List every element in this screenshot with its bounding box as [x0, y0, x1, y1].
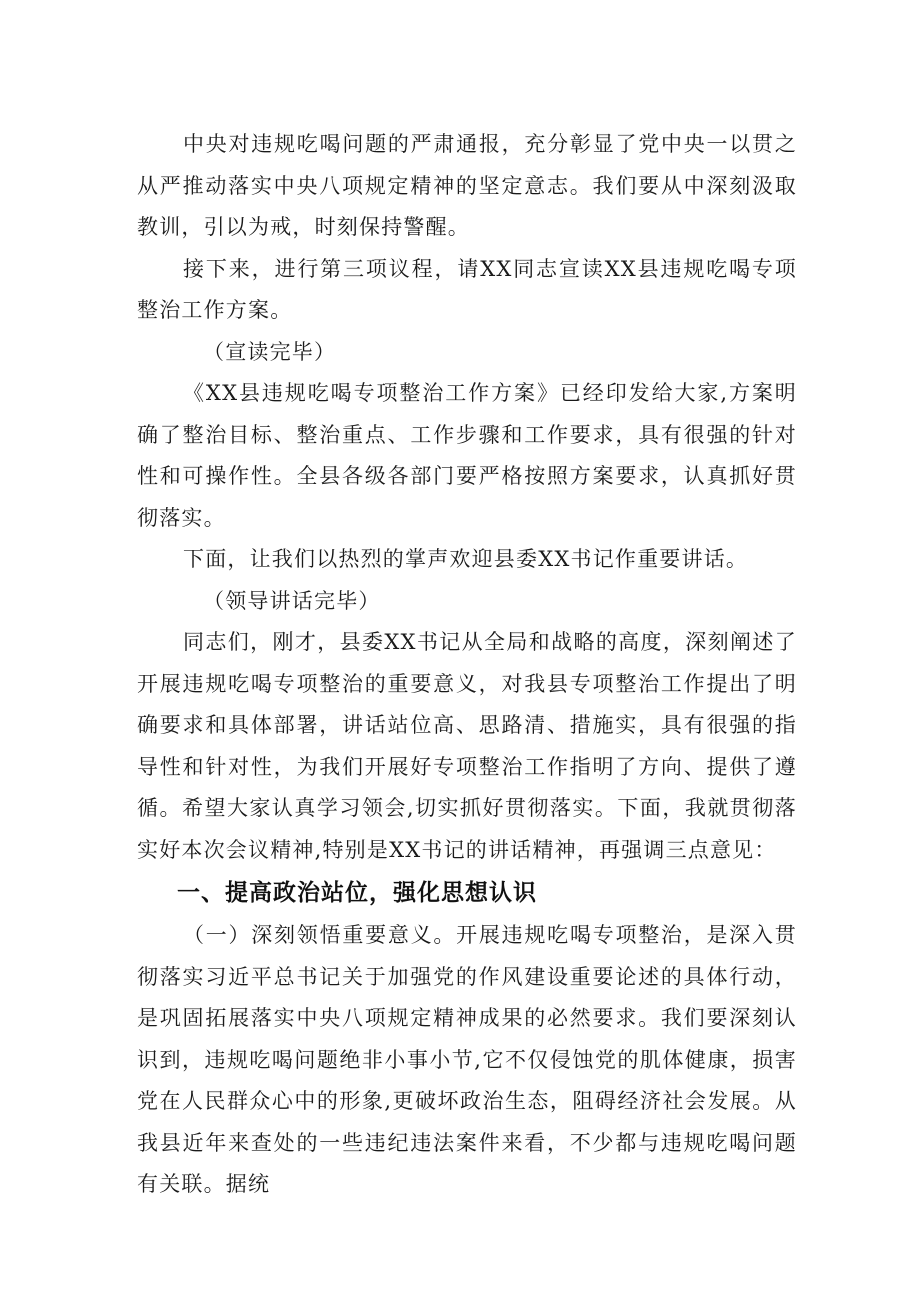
- paragraph-summary: 同志们，刚才，县委XX书记从全局和战略的高度，深刻阐述了开展违规吃喝专项整治的重要意义，对我县专项整治工作提出了明确要求和具体部署，讲话站位高、思路清、措施实，具有很强的指导性和针对性，为我们开展好专项整治工作指明了方向、提供了遵循。希望大家认真学习领会,切实抓好贯彻落实。下面，我就贯彻落实好本次会议精神,特别是XX书记的讲话精神，再强调三点意见：: [137, 630, 797, 862]
- paragraph-plan: 《XX县违规吃喝专项整治工作方案》已经印发给大家,方案明确了整治目标、整治重点、工作步骤和工作要求，具有很强的针对性和可操作性。全县各级各部门要严格按照方案要求，认真抓好贯彻落实。: [137, 381, 797, 530]
- section-heading-one: 一、提高政治站位，强化思想认识: [177, 880, 537, 906]
- paragraph-agenda-three: 接下来，进行第三项议程，请XX同志宣读XX县违规吃喝专项整治工作方案。: [137, 256, 797, 322]
- document-body: [137, 124, 797, 1206]
- paragraph-significance: （一）深刻领悟重要意义。开展违规吃喝专项整治，是深入贯彻落实习近平总书记关于加强党的作风建设重要论述的具体行动，是巩固拓展落实中央八项规定精神成果的必然要求。我们要深刻认识到，违规吃喝问题绝非小事小节,它不仅侵蚀党的肌体健康，损害党在人民群众心中的形象,更破坏政治生态，阻碍经济社会发展。从我县近年来查处的一些违纪违法案件来看，不少都与违规吃喝问题有关联。据统: [137, 923, 797, 1196]
- note-reading-finished: （宣读完毕）: [203, 339, 337, 364]
- paragraph-notification: 中央对违规吃喝问题的严肃通报，充分彰显了党中央一以贯之从严推动落实中央八项规定精神的坚定意志。我们要从中深刻汲取教训，引以为戒，时刻保持警醒。: [137, 132, 797, 239]
- note-speech-finished: （领导讲话完毕）: [203, 588, 381, 613]
- paragraph-welcome-speech: 下面，让我们以热烈的掌声欢迎县委XX书记作重要讲话。: [183, 547, 749, 571]
